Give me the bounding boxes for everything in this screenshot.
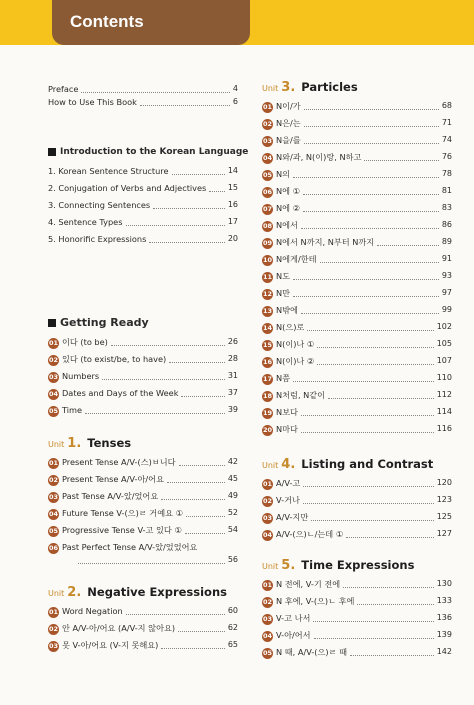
leader-dots (81, 92, 229, 93)
leader-dots (301, 313, 439, 314)
toc-entry-continuation (48, 553, 238, 567)
entry-label: N이/가 (276, 101, 301, 111)
number-badge: 06 (262, 188, 273, 196)
entry-label: How to Use This Book (48, 97, 137, 107)
number-badge: 11 (262, 273, 273, 281)
leader-dots (169, 362, 225, 363)
leader-dots (85, 413, 225, 414)
toc-entry[interactable] (48, 82, 238, 96)
entry-page: 105 (436, 339, 452, 348)
entry-page: 125 (436, 512, 452, 521)
entry-label: N(이)나 ① (276, 339, 315, 349)
number-badge: 04 (48, 510, 59, 518)
entry-page: 54 (227, 525, 238, 534)
leader-dots (78, 563, 225, 564)
number-badge: 04 (262, 632, 273, 640)
toc-entry[interactable] (262, 269, 452, 283)
entry-page: 62 (227, 623, 238, 632)
number-badge: 16 (262, 358, 273, 366)
unit-number: 2 (67, 585, 77, 600)
entry-page: 133 (436, 596, 452, 605)
entry-label: N을/를 (276, 135, 301, 145)
entry-page: 112 (436, 390, 452, 399)
leader-dots (301, 432, 434, 433)
entry-page: 45 (227, 474, 238, 483)
number-badge: 04 (262, 531, 273, 539)
number-badge: 10 (262, 256, 273, 264)
entry-page: 37 (227, 388, 238, 397)
entry-page: 17 (227, 217, 238, 226)
entry-page: 78 (441, 169, 452, 178)
leader-dots (161, 648, 224, 649)
unit-number: 5 (281, 558, 291, 573)
entry-label: 2. Conjugation of Verbs and Adjectives (48, 183, 207, 193)
entry-page: 52 (227, 508, 238, 517)
unit3-heading: Unit 3 . Particles (262, 80, 358, 95)
number-badge: 07 (262, 205, 273, 213)
leader-dots (293, 177, 439, 178)
toc-entry[interactable] (262, 337, 452, 351)
leader-dots (172, 174, 225, 175)
entry-label: V-거나 (276, 495, 300, 505)
entry-page: 15 (227, 183, 238, 192)
number-badge: 18 (262, 392, 273, 400)
entry-label: N밖에 (276, 305, 298, 315)
entry-label: Past Perfect Tense A/V-았/었었어요 (62, 542, 198, 552)
entry-label: N만 (276, 288, 291, 298)
toc-entry[interactable] (262, 371, 452, 385)
toc-entry[interactable] (48, 181, 238, 195)
leader-dots (346, 537, 434, 538)
entry-page: 68 (441, 101, 452, 110)
number-badge: 13 (262, 307, 273, 315)
entry-page: 107 (436, 356, 452, 365)
entry-label: Progressive Tense V-고 있다 ① (62, 525, 182, 535)
toc-entry[interactable] (48, 352, 238, 366)
leader-dots (301, 415, 434, 416)
unit5-heading: Unit 5 . Time Expressions (262, 558, 415, 573)
number-badge: 02 (262, 598, 273, 606)
leader-dots (304, 126, 439, 127)
leader-dots (307, 330, 433, 331)
page-title: Contents (70, 12, 144, 31)
toc-entry[interactable] (262, 320, 452, 334)
getting-ready-title (48, 316, 149, 329)
toc-entry[interactable] (48, 215, 238, 229)
entry-page: 74 (441, 135, 452, 144)
unit-name: Particles (301, 80, 358, 94)
entry-page: 99 (441, 305, 452, 314)
number-badge: 03 (262, 514, 273, 522)
entry-label: N은/는 (276, 118, 301, 128)
entry-page: 93 (441, 271, 452, 280)
entry-page: 142 (436, 647, 452, 656)
toc-entry[interactable] (48, 489, 238, 503)
number-badge: 01 (48, 608, 59, 616)
toc-entry[interactable] (262, 184, 452, 198)
leader-dots (304, 109, 439, 110)
entry-page: 81 (441, 186, 452, 195)
entry-page: 114 (436, 407, 452, 416)
section-title-text: Introduction to the Korean Language (60, 147, 249, 157)
toc-entry[interactable] (262, 252, 452, 266)
entry-page: 116 (436, 424, 452, 433)
number-badge: 03 (48, 373, 59, 381)
unit-number: 3 (281, 80, 291, 95)
leader-dots (320, 262, 439, 263)
number-badge: 02 (48, 356, 59, 364)
leader-dots (303, 211, 439, 212)
leader-dots (149, 242, 224, 243)
number-badge: 03 (48, 642, 59, 650)
unit-name: Negative Expressions (87, 585, 227, 599)
number-badge: 19 (262, 409, 273, 417)
entry-label: A/V-(으)ㄴ/는데 ① (276, 529, 344, 539)
toc-entry[interactable] (262, 405, 452, 419)
toc-entry[interactable] (48, 455, 238, 469)
entry-label: Preface (48, 84, 79, 94)
leader-dots (126, 614, 225, 615)
toc-entry[interactable] (262, 628, 452, 642)
entry-label: N마다 (276, 424, 298, 434)
entry-page: 89 (441, 237, 452, 246)
entry-label: N 때, A/V-(으)ㄹ 때 (276, 647, 347, 657)
toc-entry[interactable] (48, 335, 238, 349)
entry-label: 5. Honorific Expressions (48, 234, 147, 244)
number-badge: 01 (48, 339, 59, 347)
toc-entry[interactable] (48, 369, 238, 383)
number-badge: 01 (262, 480, 273, 488)
toc-entry[interactable] (262, 493, 452, 507)
entry-page: 136 (436, 613, 452, 622)
entry-label: Word Negation (62, 606, 123, 616)
number-badge: 05 (48, 527, 59, 535)
entry-page: 60 (227, 606, 238, 615)
toc-entry[interactable] (48, 198, 238, 212)
toc-entry[interactable] (48, 164, 238, 178)
leader-dots (350, 655, 434, 656)
leader-dots (343, 587, 434, 588)
unit-word: Unit (262, 562, 279, 571)
toc-entry[interactable] (262, 422, 452, 436)
number-badge: 20 (262, 426, 273, 434)
entry-page: 28 (227, 354, 238, 363)
leader-dots (301, 228, 439, 229)
entry-page: 14 (227, 166, 238, 175)
unit1-heading: Unit 1 . Tenses (48, 436, 132, 451)
toc-entry[interactable] (262, 286, 452, 300)
leader-dots (311, 520, 433, 521)
number-badge: 05 (48, 407, 59, 415)
toc-entry[interactable] (48, 621, 238, 635)
entry-page: 42 (227, 457, 238, 466)
entry-label: 4. Sentence Types (48, 217, 123, 227)
entry-label: N의 (276, 169, 291, 179)
leader-dots (178, 631, 225, 632)
leader-dots (328, 398, 434, 399)
leader-dots (111, 345, 225, 346)
leader-dots (293, 296, 439, 297)
entry-label: N에서 (276, 220, 298, 230)
entry-label: Time (62, 405, 83, 415)
number-badge: 02 (262, 497, 273, 505)
entry-page: 83 (441, 203, 452, 212)
toc-entry[interactable] (262, 476, 452, 490)
number-badge: 12 (262, 290, 273, 298)
entry-page: 56 (227, 555, 238, 564)
number-badge: 01 (262, 103, 273, 111)
entry-page: 76 (441, 152, 452, 161)
leader-dots (293, 381, 434, 382)
number-badge: 08 (262, 222, 273, 230)
entry-page: 130 (436, 579, 452, 588)
entry-page: 49 (227, 491, 238, 500)
entry-label: N와/과, N(이)랑, N하고 (276, 152, 362, 162)
toc-entry[interactable] (262, 218, 452, 232)
entry-label: N에서 N까지, N부터 N까지 (276, 237, 375, 247)
unit-word: Unit (262, 461, 279, 470)
number-badge: 01 (262, 581, 273, 589)
toc-entry[interactable] (262, 510, 452, 524)
leader-dots (317, 347, 433, 348)
number-badge: 02 (48, 476, 59, 484)
number-badge: 03 (262, 137, 273, 145)
entry-page: 26 (227, 337, 238, 346)
leader-dots (209, 191, 224, 192)
entry-label: N쯤 (276, 373, 291, 383)
toc-entry[interactable] (262, 116, 452, 130)
header-tab (52, 0, 250, 45)
number-badge: 03 (48, 493, 59, 501)
number-badge: 03 (262, 615, 273, 623)
unit-word: Unit (262, 84, 279, 93)
toc-entry[interactable] (48, 232, 238, 246)
entry-label: Future Tense V-(으)ㄹ 거예요 ① (62, 508, 183, 518)
entry-label: Dates and Days of the Week (62, 388, 179, 398)
unit-number: 4 (281, 457, 291, 472)
toc-entry[interactable] (48, 386, 238, 400)
number-badge: 02 (262, 120, 273, 128)
leader-dots (317, 364, 433, 365)
leader-dots (303, 486, 433, 487)
unit-name: Tenses (87, 436, 132, 450)
intro-section-title (48, 147, 248, 157)
entry-page: 139 (436, 630, 452, 639)
entry-label: N 전에, V-기 전에 (276, 579, 341, 589)
toc-entry[interactable] (262, 303, 452, 317)
entry-label: N에게/한테 (276, 254, 317, 264)
toc-entry[interactable] (48, 403, 238, 417)
number-badge: 14 (262, 324, 273, 332)
leader-dots (313, 621, 433, 622)
number-badge: 15 (262, 341, 273, 349)
entry-label: 못 V-아/어요 (V-지 못해요) (62, 640, 159, 650)
leader-dots (303, 194, 439, 195)
leader-dots (364, 160, 438, 161)
number-badge: 17 (262, 375, 273, 383)
entry-label: 1. Korean Sentence Structure (48, 166, 169, 176)
toc-entry[interactable] (262, 388, 452, 402)
toc-entry[interactable] (262, 527, 452, 541)
entry-label: N에 ① (276, 186, 300, 196)
unit2-heading: Unit 2 . Negative Expressions (48, 585, 227, 600)
entry-page: 120 (436, 478, 452, 487)
entry-page: 16 (227, 200, 238, 209)
entry-label: V-아/어서 (276, 630, 311, 640)
entry-label: 안 A/V-아/어요 (A/V-지 않아요) (62, 623, 176, 633)
number-badge: 04 (48, 390, 59, 398)
header-band (0, 0, 474, 45)
entry-page: 102 (436, 322, 452, 331)
leader-dots (185, 533, 225, 534)
toc-entry[interactable] (48, 506, 238, 520)
number-badge: 09 (262, 239, 273, 247)
entry-label: Present Tense A/V-아/어요 (62, 474, 164, 484)
entry-label: N(이)나 ② (276, 356, 315, 366)
leader-dots (186, 516, 225, 517)
entry-page: 20 (227, 234, 238, 243)
toc-entry[interactable] (262, 167, 452, 181)
toc-entry[interactable] (48, 472, 238, 486)
leader-dots (167, 482, 225, 483)
toc-entry[interactable] (262, 133, 452, 147)
leader-dots (153, 208, 225, 209)
entry-label: N(으)로 (276, 322, 305, 332)
number-badge: 05 (262, 171, 273, 179)
entry-page: 4 (232, 84, 238, 93)
entry-label: N 후에, V-(으)ㄴ 후에 (276, 596, 355, 606)
leader-dots (304, 143, 439, 144)
leader-dots (102, 379, 225, 380)
entry-page: 110 (436, 373, 452, 382)
entry-page: 65 (227, 640, 238, 649)
toc-entry[interactable] (48, 540, 238, 554)
leader-dots (126, 225, 225, 226)
leader-dots (179, 465, 225, 466)
leader-dots (303, 503, 434, 504)
number-badge: 01 (48, 459, 59, 467)
entry-label: Numbers (62, 371, 100, 381)
entry-label: 있다 (to exist/be, to have) (62, 354, 167, 364)
toc-entry[interactable] (48, 523, 238, 537)
entry-page: 91 (441, 254, 452, 263)
entry-label: V-고 나서 (276, 613, 311, 623)
number-badge: 02 (48, 625, 59, 633)
toc-entry[interactable] (262, 645, 452, 659)
square-bullet-icon (48, 148, 56, 156)
entry-label: 3. Connecting Sentences (48, 200, 151, 210)
section-title-text: Getting Ready (60, 316, 149, 329)
toc-entry[interactable] (48, 604, 238, 618)
toc-entry[interactable] (262, 99, 452, 113)
toc-entry[interactable] (262, 201, 452, 215)
leader-dots (357, 604, 433, 605)
unit-name: Listing and Contrast (301, 457, 434, 471)
entry-page: 123 (436, 495, 452, 504)
entry-label: N에 ② (276, 203, 300, 213)
toc-entry[interactable] (48, 638, 238, 652)
leader-dots (377, 245, 439, 246)
entry-page: 71 (441, 118, 452, 127)
unit-word: Unit (48, 589, 65, 598)
entry-label: A/V-고 (276, 478, 301, 488)
unit-word: Unit (48, 440, 65, 449)
entry-page: 97 (441, 288, 452, 297)
toc-entry[interactable] (262, 611, 452, 625)
unit-name: Time Expressions (301, 558, 415, 572)
entry-label: N도 (276, 271, 291, 281)
unit4-heading: Unit 4 . Listing and Contrast (262, 457, 434, 472)
toc-entry[interactable] (262, 150, 452, 164)
toc-entry[interactable] (262, 235, 452, 249)
entry-page: 86 (441, 220, 452, 229)
entry-page: 39 (227, 405, 238, 414)
entry-label: N보다 (276, 407, 298, 417)
leader-dots (140, 105, 230, 106)
leader-dots (293, 279, 439, 280)
toc-entry[interactable] (262, 354, 452, 368)
unit-number: 1 (67, 436, 77, 451)
toc-entry[interactable] (48, 95, 238, 109)
entry-label: Past Tense A/V-았/었어요 (62, 491, 159, 501)
entry-label: N처럼, N같이 (276, 390, 326, 400)
toc-entry[interactable] (262, 594, 452, 608)
number-badge: 05 (262, 649, 273, 657)
number-badge: 06 (48, 544, 59, 552)
entry-label: A/V-지만 (276, 512, 309, 522)
leader-dots (181, 396, 224, 397)
entry-label: 이다 (to be) (62, 337, 108, 347)
number-badge: 04 (262, 154, 273, 162)
entry-page: 31 (227, 371, 238, 380)
toc-entry[interactable] (262, 577, 452, 591)
entry-label: Present Tense A/V-(스)ㅂ니다 (62, 457, 176, 467)
entry-page: 127 (436, 529, 452, 538)
entry-page: 6 (232, 97, 238, 106)
leader-dots (161, 499, 225, 500)
leader-dots (314, 638, 434, 639)
square-bullet-icon (48, 319, 56, 327)
